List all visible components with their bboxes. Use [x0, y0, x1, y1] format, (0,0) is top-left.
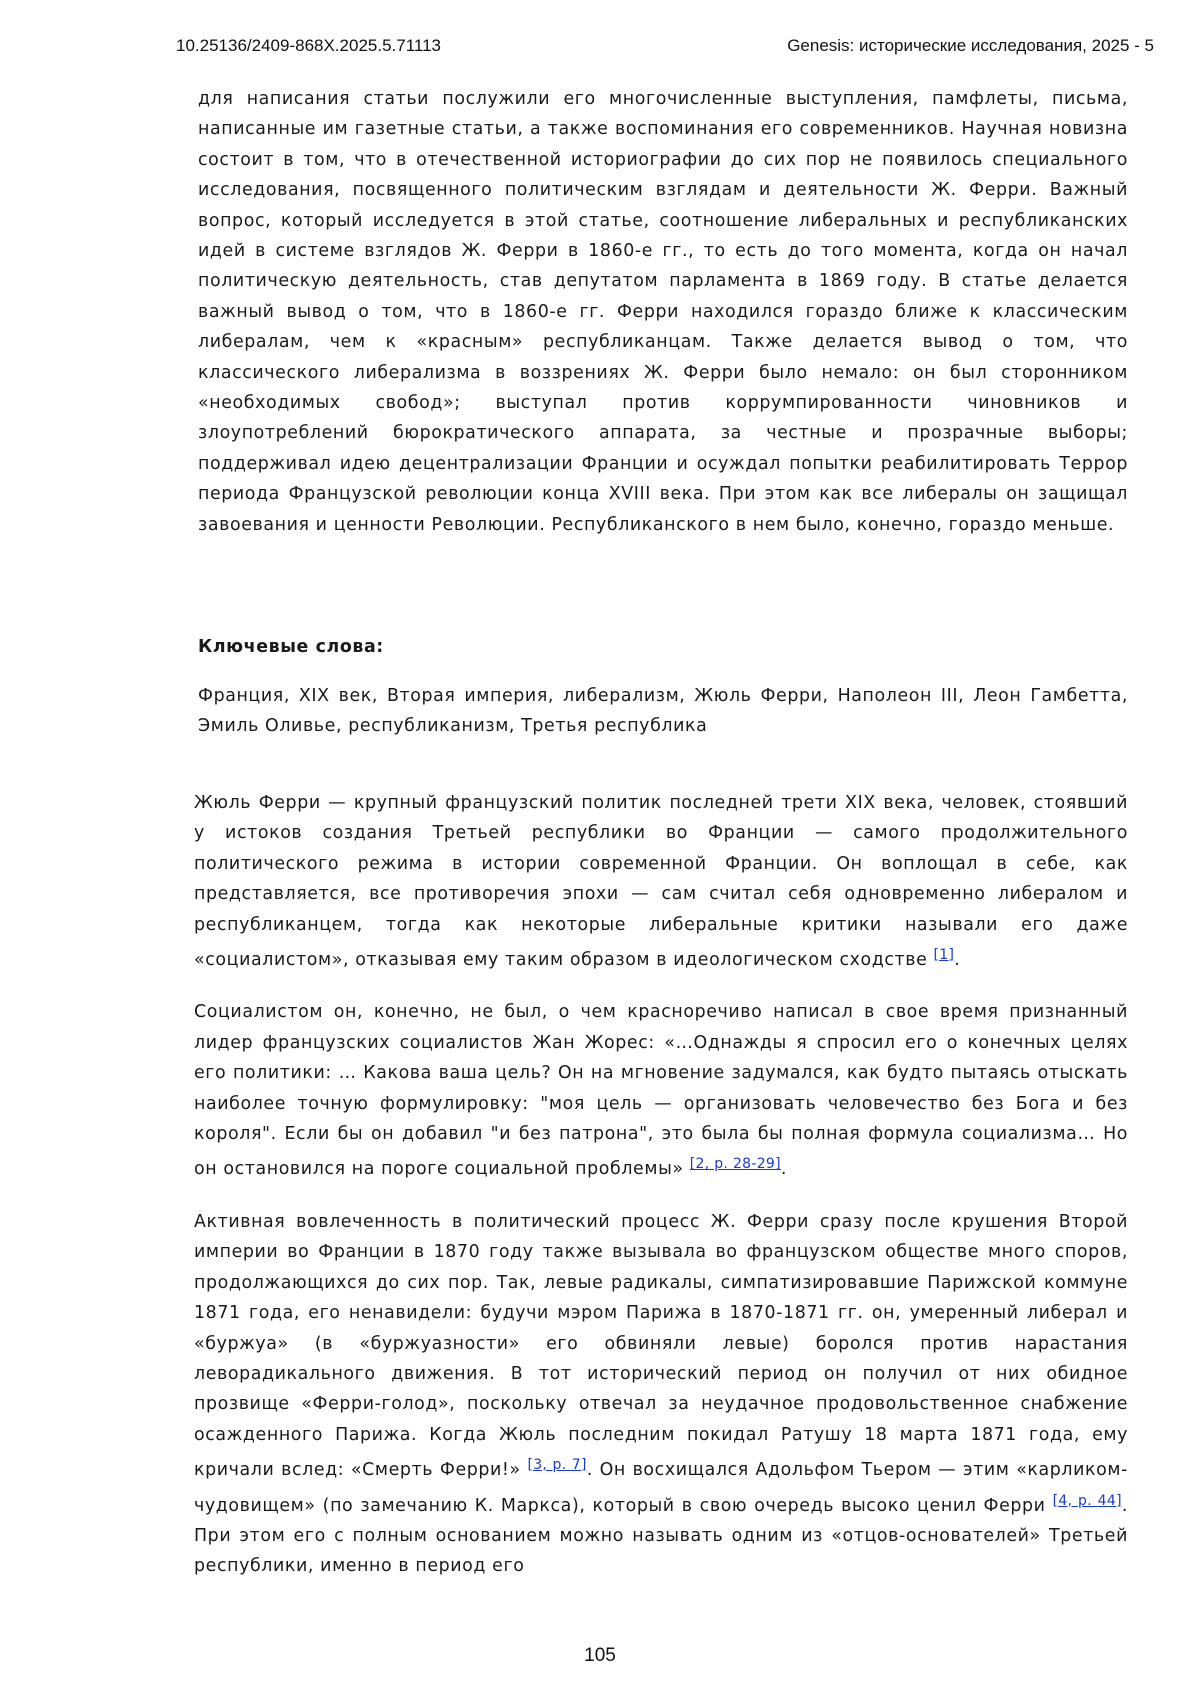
page-number: 105 [584, 1645, 616, 1666]
reference-link-1[interactable]: [1] [933, 947, 955, 964]
body-paragraph-3 [194, 1207, 1128, 1582]
paragraph-text: Социалистом он, конечно, не был, о чем красноречиво написал в свое время признанный лидер французских социалистов Жан Жорес: «…Однажды я спросил его о конечных целях его политики: … Какова ваша цель? Он на мгновение задумался, как будто пытаясь отыскать наиболее точную формулировку: "моя цель — организовать человечество без Бога и без короля". Если бы он добавил "и без патрона", это была бы полная формула социализма… Но он остановился на пороге социальной проблемы» [194, 1002, 1128, 1180]
paragraph-text: . Он восхищался Адольфом Тьером — этим «карликом-чудовищем» (по замечанию К. Маркса), который в свою очередь высоко ценил Ферри [194, 1460, 1128, 1516]
running-header [176, 36, 1154, 60]
paragraph-text: Жюль Ферри — крупный французский политик последней трети XIX века, человек, стоявший у истоков создания Третьей республики во Франции — самого продолжительного политического режима в истории современной Франции. Он воплощал в себе, как представляется, все противоречия эпохи — сам считал себя одновременно либералом и республиканцем, тогда как некоторые либеральные критики называли его даже «социалистом», отказывая ему таким образом в идеологическом сходстве [194, 793, 1128, 971]
doi-label: 10.25136/2409-868X.2025.5.71113 [176, 36, 442, 55]
paragraph-tail: . [954, 950, 961, 971]
body-paragraph-1 [194, 788, 1128, 975]
paragraph-tail: . [780, 1159, 788, 1180]
reference-link-2[interactable]: [2, p. 28-29] [689, 1156, 781, 1173]
body-paragraph-2 [194, 997, 1128, 1184]
abstract-section [198, 84, 1128, 540]
journal-title: Genesis: исторические исследования, 2025 - 5 [787, 36, 1154, 55]
keywords-section [198, 681, 1128, 742]
paragraph-text: Активная вовлеченность в политический процесс Ж. Ферри сразу после крушения Второй империи во Франции в 1870 году также вызывала во французском обществе много споров, продолжающихся до сих пор. Так, левые радикалы, симпатизировавшие Парижской коммуне 1871 года, его ненавидели: будучи мэром Парижа в 1870-1871 гг. он, умеренный либерал и «буржуа» (в «буржуазности» его обвиняли левые) боролся против нарастания леворадикального движения. В тот исторический период он получил от них обидное прозвище «Ферри-голод», поскольку отвечал за неудачное продовольственное снабжение осажденного Парижа. Когда Жюль последним покидал Ратушу 18 марта 1871 года, ему кричали вслед: «Смерть Ферри!» [194, 1211, 1128, 1481]
keywords-text: Франция, XIX век, Вторая империя, либерализм, Жюль Ферри, Наполеон III, Леон Гамбетта, Эмиль Оливье, республиканизм, Третья республика [198, 686, 1128, 737]
abstract-text: для написания статьи послужили его многочисленные выступления, памфлеты, письма, написанные им газетные статьи, а также воспоминания его современников. Научная новизна состоит в том, что в отечественной историографии до сих пор не появилось специального исследования, посвященного политическим взглядам и деятельности Ж. Ферри. Важный вопрос, который исследуется в этой статье, соотношение либеральных и республиканских идей в системе взглядов Ж. Ферри в 1860-е гг., то есть до того момента, когда он начал политическую деятельность, став депутатом парламента в 1869 году. В статье делается важный вывод о том, что в 1860-е гг. Ферри находился гораздо ближе к классическим либералам, чем к «красным» республиканцам. Также делается вывод о том, что классического либерализма в воззрениях Ж. Ферри было немало: он был сторонником «необходимых свобод»; выступал против коррумпированности чиновников и злоупотреблений бюрократического аппарата, за честные и прозрачные выборы; поддерживал идею децентрализации Франции и осуждал попытки реабилитировать Террор периода Французской революции конца XVIII века. При этом как все либералы он защищал завоевания и ценности Революции. Республиканского в нем было, конечно, гораздо меньше. [198, 89, 1128, 535]
paragraph-text: . При этом его с полным основанием можно называть одним из «отцов-основателей» Третьей республики, именно в период его [194, 1495, 1128, 1577]
reference-link-3[interactable]: [3, p. 7] [527, 1457, 587, 1474]
reference-link-4[interactable]: [4, p. 44] [1052, 1492, 1122, 1509]
article-body [194, 788, 1128, 1604]
keywords-heading: Ключевые слова: [198, 637, 384, 657]
